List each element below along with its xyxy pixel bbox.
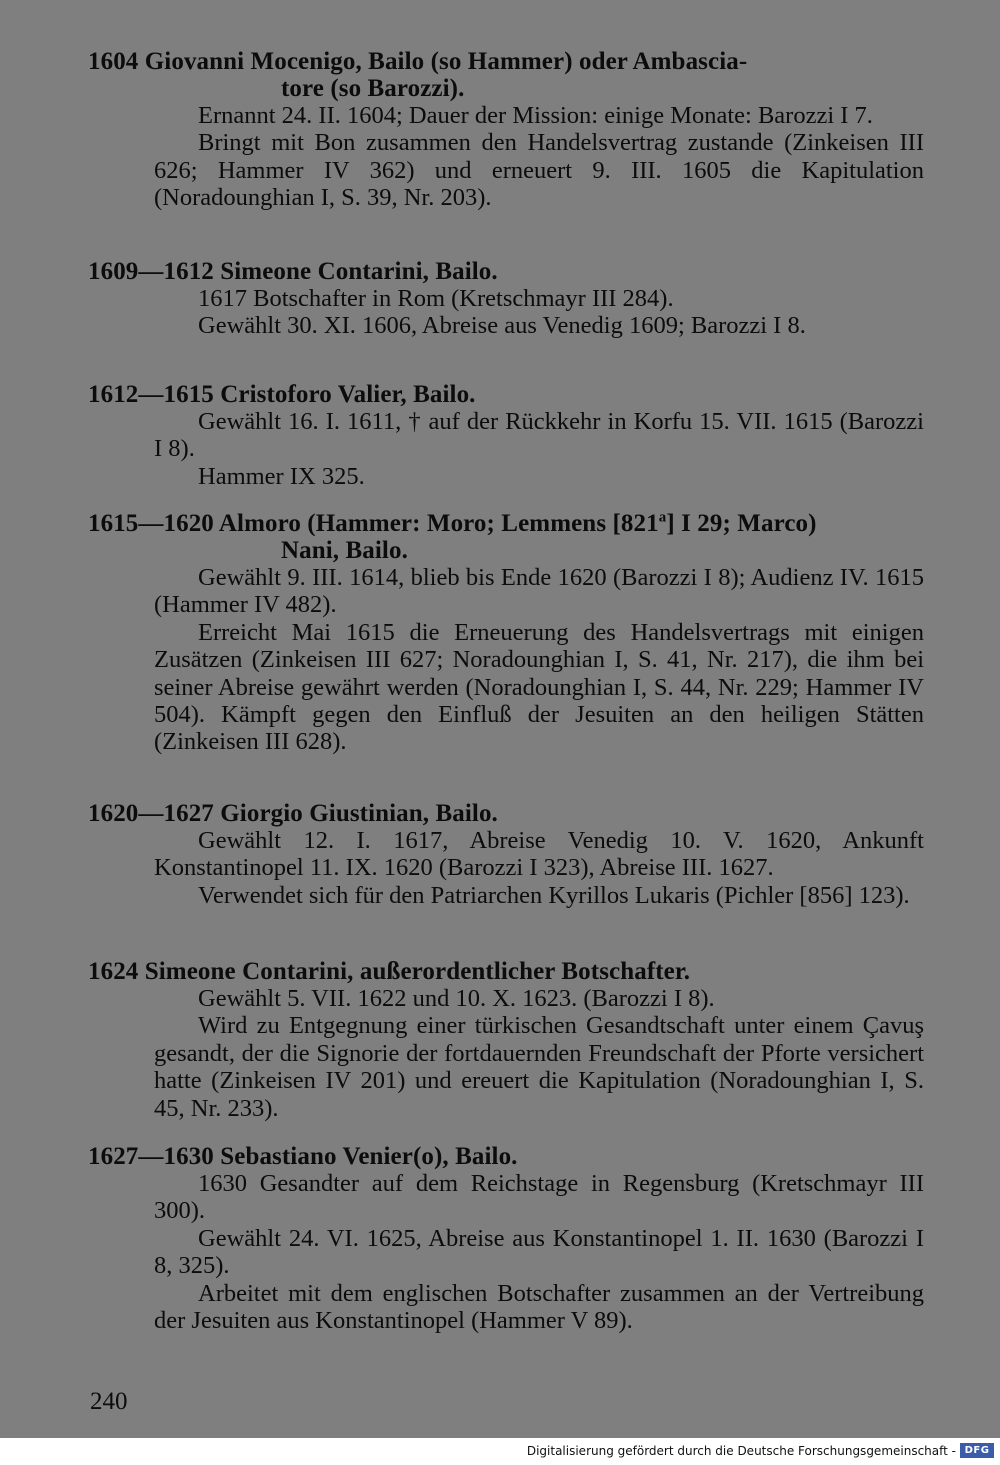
page-number: 240 (90, 1388, 128, 1415)
entry-heading (88, 48, 924, 102)
entry-heading-text: 1615—1620 Almoro (Hammer: Moro; Lemmens [821$^a$] I 29; Marco) (88, 509, 817, 537)
entry-paragraph: Arbeitet mit dem englischen Botschafter zusammen an der Vertreibung der Jesuiten aus Konstantinopel (Hammer V 89). (154, 1279, 924, 1335)
entry-mocenigo (88, 48, 924, 212)
entry-paragraph: Gewählt 30. XI. 1606, Abreise aus Venedig 1609; Barozzi I 8. (198, 312, 806, 340)
entry-paragraph: Gewählt 24. VI. 1625, Abreise aus Konstantinopel 1. II. 1630 (Barozzi I 8, 325). (154, 1224, 924, 1280)
entry-paragraph: Hammer IX 325. (198, 462, 365, 490)
dfg-logo: DFG (960, 1443, 994, 1458)
entry-heading-continuation: Nani, Bailo. (281, 537, 408, 564)
entry-venier (88, 1143, 924, 1334)
entry-paragraph: Wird zu Entgegnung einer türkischen Gesandtschaft unter einem Çavuş gesandt, der die Signorie der fortdauernden Freundschaft der Pforte versichert hatte (Zinkeisen IV 201) und ereuert die Kapitulation (Noradounghian I, S. 45, Nr. 233). (154, 1012, 924, 1122)
digitization-footer (0, 1438, 1000, 1465)
entry-heading: 1609—1612 Simeone Contarini, Bailo. (88, 258, 498, 285)
entry-contarini-1624 (88, 958, 924, 1122)
entry-paragraph: Ernannt 24. II. 1604; Dauer der Mission: einige Monate: Barozzi I 7. (198, 102, 873, 129)
entry-heading: 1624 Simeone Contarini, außerordentlicher Botschafter. (88, 958, 691, 985)
entry-giustinian (88, 800, 924, 909)
entry-valier (88, 381, 924, 490)
entry-heading: 1612—1615 Cristoforo Valier, Bailo. (88, 381, 476, 408)
entry-heading-text: 1604 Giovanni Mocenigo, Bailo (so Hammer) oder Ambascia- (88, 48, 748, 75)
entry-heading-continuation: tore (so Barozzi). (281, 75, 465, 102)
entry-heading: 1627—1630 Sebastiano Venier(o), Bailo. (88, 1143, 518, 1170)
entry-paragraph: Gewählt 9. III. 1614, blieb bis Ende 1620 (Barozzi I 8); Audienz IV. 1615 (Hammer IV 482). (154, 564, 924, 619)
entry-nani (88, 510, 924, 756)
entry-paragraph: Gewählt 5. VII. 1622 und 10. X. 1623. (Barozzi I 8). (198, 985, 715, 1012)
entry-paragraph: Gewählt 12. I. 1617, Abreise Venedig 10. V. 1620, Ankunft Konstantinopel 11. IX. 1620 (Barozzi I 323), Abreise III. 1627. (154, 827, 924, 882)
entry-contarini-1609 (88, 258, 924, 340)
entry-heading: 1620—1627 Giorgio Giustinian, Bailo. (88, 800, 498, 827)
entry-paragraph: 1630 Gesandter auf dem Reichstage in Regensburg (Kretschmayr III 300). (154, 1170, 924, 1225)
entry-paragraph: Erreicht Mai 1615 die Erneuerung des Handelsvertrags mit einigen Zusätzen (Zinkeisen III 627; Noradounghian I, S. 41, Nr. 217), die ihm bei seiner Abreise gewährt werden (Noradounghian I, S. 44, Nr. 229; Hammer IV 504). Kämpft gegen den Einfluß der Jesuiten an den heiligen Stätten (Zinkeisen III 628). (154, 618, 924, 756)
superscript-a: a (658, 509, 667, 526)
entry-paragraph: Gewählt 16. I. 1611, † auf der Rückkehr in Korfu 15. VII. 1615 (Barozzi I 8). (154, 408, 924, 463)
footer-credit-text: Digitalisierung gefördert durch die Deutsche Forschungsgemeinschaft - (526, 1444, 956, 1458)
entry-heading (88, 510, 924, 564)
entry-paragraph: Verwendet sich für den Patriarchen Kyrillos Lukaris (Pichler [856] 123). (198, 881, 910, 909)
entry-paragraph: Bringt mit Bon zusammen den Handelsvertrag zustande (Zinkeisen III 626; Hammer IV 362) und erneuert 9. III. 1605 die Kapitulation (Noradounghian I, S. 39, Nr. 203). (154, 129, 924, 212)
entry-paragraph: 1617 Botschafter in Rom (Kretschmayr III 284). (198, 285, 674, 312)
